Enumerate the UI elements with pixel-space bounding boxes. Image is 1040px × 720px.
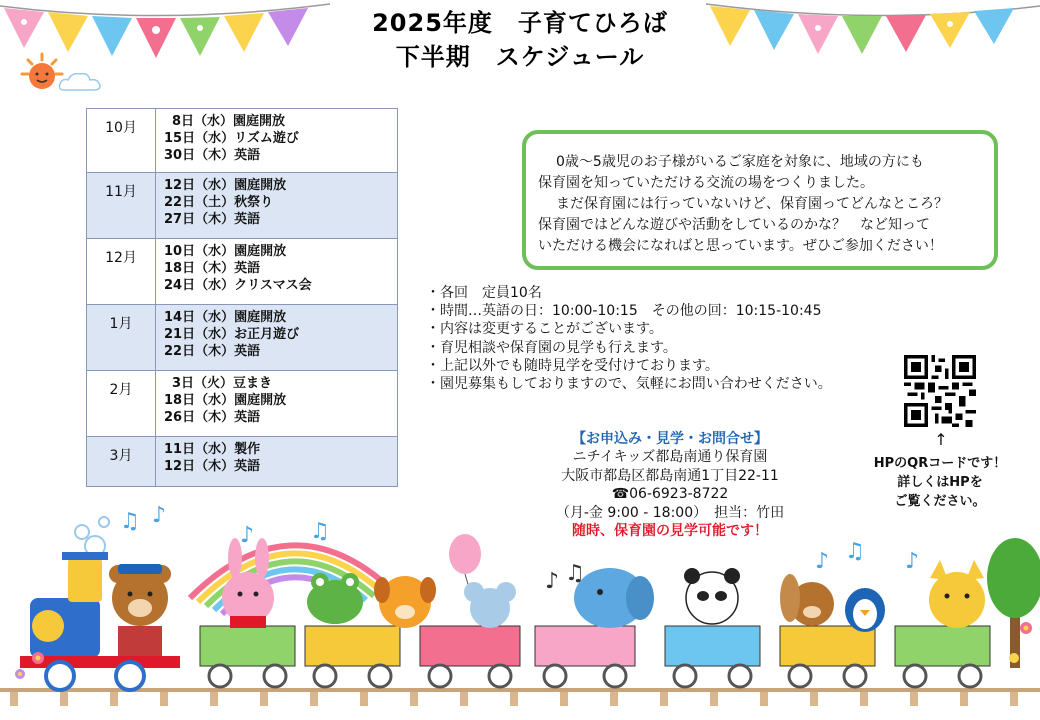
note-item: ・園児募集もしておりますので、気軽にお問い合わせください。 bbox=[426, 376, 832, 393]
cloud-icon bbox=[58, 70, 102, 94]
smoke-decoration bbox=[75, 517, 109, 556]
svg-text:♪: ♪ bbox=[152, 503, 167, 528]
qr-code-icon[interactable] bbox=[904, 355, 976, 427]
mouse bbox=[464, 582, 516, 628]
schedule-month: 10月 bbox=[87, 109, 156, 173]
penguin bbox=[845, 588, 885, 632]
intro-box bbox=[522, 130, 998, 270]
schedule-table bbox=[86, 108, 398, 487]
qr-note-line: 詳しくはHPを bbox=[897, 475, 983, 490]
schedule-event: 11日（水）製作 bbox=[164, 442, 261, 457]
schedule-events bbox=[156, 239, 398, 305]
svg-text:♪: ♪ bbox=[545, 569, 560, 594]
train-cars bbox=[200, 626, 990, 666]
intro-line: 保育園ではどんな遊びや活動をしているのかな？ など知って bbox=[538, 217, 930, 233]
panda bbox=[684, 568, 740, 624]
schedule-events bbox=[156, 109, 398, 173]
schedule-event: 22日（木）英語 bbox=[164, 344, 261, 359]
intro-line: まだ保育園には行っていないけど、保育園ってどんなところ？ bbox=[556, 196, 948, 212]
rabbit bbox=[222, 538, 274, 628]
schedule-event: 24日（水）クリスマス会 bbox=[164, 278, 312, 293]
schedule-month: 2月 bbox=[87, 371, 156, 437]
svg-text:♫: ♫ bbox=[310, 519, 330, 544]
schedule-event: 18日（水）園庭開放 bbox=[164, 393, 287, 408]
up-arrow-icon: ↑ bbox=[934, 430, 948, 449]
contact-hours: （月-金 9:00 - 18:00） 担当：竹田 bbox=[555, 504, 785, 521]
schedule-row bbox=[87, 239, 398, 305]
note-item: ・時間…英語の日：10:00-10:15 その他の回：10:15-10:45 bbox=[426, 303, 822, 320]
contact-phone: ☎06-6923-8722 bbox=[611, 486, 729, 503]
note-item: ・育児相談や保育園の見学も行えます。 bbox=[426, 339, 677, 356]
schedule-event: 22日（土）秋祭り bbox=[164, 195, 274, 210]
schedule-events bbox=[156, 437, 398, 487]
schedule-event: 3日（火）豆まき bbox=[172, 376, 273, 391]
schedule-events bbox=[156, 173, 398, 239]
schedule-row bbox=[87, 109, 398, 173]
svg-text:♫: ♫ bbox=[565, 561, 585, 586]
frog bbox=[307, 573, 363, 624]
intro-line: 0歳～5歳児のお子様がいるご家庭を対象に、地域の方にも bbox=[556, 154, 924, 170]
note-item: ・上記以外でも随時見学を受付けております。 bbox=[426, 357, 719, 374]
qr-note-line: ご覧ください。 bbox=[894, 494, 986, 509]
schedule-event: 26日（木）英語 bbox=[164, 410, 261, 425]
tree bbox=[987, 538, 1040, 668]
schedule-row bbox=[87, 437, 398, 487]
contact-visit-note: 随時、保育園の見学可能です！ bbox=[572, 523, 768, 540]
schedule-event: 12日（木）英語 bbox=[164, 459, 261, 474]
schedule-event: 14日（水）園庭開放 bbox=[164, 310, 287, 325]
schedule-event: 21日（水）お正月遊び bbox=[164, 327, 300, 342]
schedule-events bbox=[156, 305, 398, 371]
schedule-event: 18日（木）英語 bbox=[164, 261, 261, 276]
schedule-month: 11月 bbox=[87, 173, 156, 239]
elephant bbox=[574, 568, 654, 628]
animal-train-illustration bbox=[0, 498, 1040, 720]
note-item: ・各回 定員10名 bbox=[426, 285, 542, 301]
schedule-event: 10日（水）園庭開放 bbox=[164, 244, 287, 259]
schedule-event: 8日（水）園庭開放 bbox=[172, 114, 286, 129]
title-line-1: 2025年度 子育てひろば bbox=[372, 9, 668, 37]
schedule-event: 27日（木）英語 bbox=[164, 212, 261, 227]
svg-text:♪: ♪ bbox=[240, 523, 255, 548]
schedule-row bbox=[87, 173, 398, 239]
contact-header: 【お申込み・見学・お問合せ】 bbox=[572, 431, 768, 447]
train-wheels bbox=[209, 665, 981, 687]
schedule-month: 12月 bbox=[87, 239, 156, 305]
schedule-row bbox=[87, 305, 398, 371]
contact-address: 大阪市都島区都島南通1丁目22-11 bbox=[561, 467, 779, 484]
cat bbox=[929, 560, 985, 628]
bear-driver bbox=[109, 564, 171, 656]
page-title bbox=[300, 6, 740, 74]
qr-note-line: HPのQRコードです！ bbox=[873, 456, 1007, 471]
schedule-event: 30日（木）英語 bbox=[164, 148, 261, 163]
intro-line: いただける機会になればと思っています。ぜひご参加ください！ bbox=[538, 238, 943, 254]
schedule-event: 12日（水）園庭開放 bbox=[164, 178, 287, 193]
schedule-table-body bbox=[87, 109, 398, 487]
flowers-decoration bbox=[15, 622, 1032, 679]
svg-text:♫: ♫ bbox=[845, 539, 865, 564]
note-item: ・内容は変更することがございます。 bbox=[426, 321, 663, 338]
schedule-events bbox=[156, 371, 398, 437]
dog bbox=[374, 576, 436, 628]
schedule-month: 1月 bbox=[87, 305, 156, 371]
svg-text:♫: ♫ bbox=[120, 509, 140, 534]
title-line-2: 下半期 スケジュール bbox=[395, 43, 645, 71]
schedule-month: 3月 bbox=[87, 437, 156, 487]
notes-list bbox=[426, 284, 832, 393]
contact-name: ニチイキッズ都島南通り保育園 bbox=[572, 449, 768, 466]
intro-line: 保育園を知っていただける交流の場をつくりました。 bbox=[538, 175, 874, 191]
svg-text:♪: ♪ bbox=[815, 549, 830, 574]
svg-text:♪: ♪ bbox=[905, 549, 920, 574]
schedule-event: 15日（水）リズム遊び bbox=[164, 131, 299, 146]
right-bunting-decoration bbox=[706, 0, 1040, 60]
schedule-row bbox=[87, 371, 398, 437]
squirrel bbox=[780, 574, 834, 626]
